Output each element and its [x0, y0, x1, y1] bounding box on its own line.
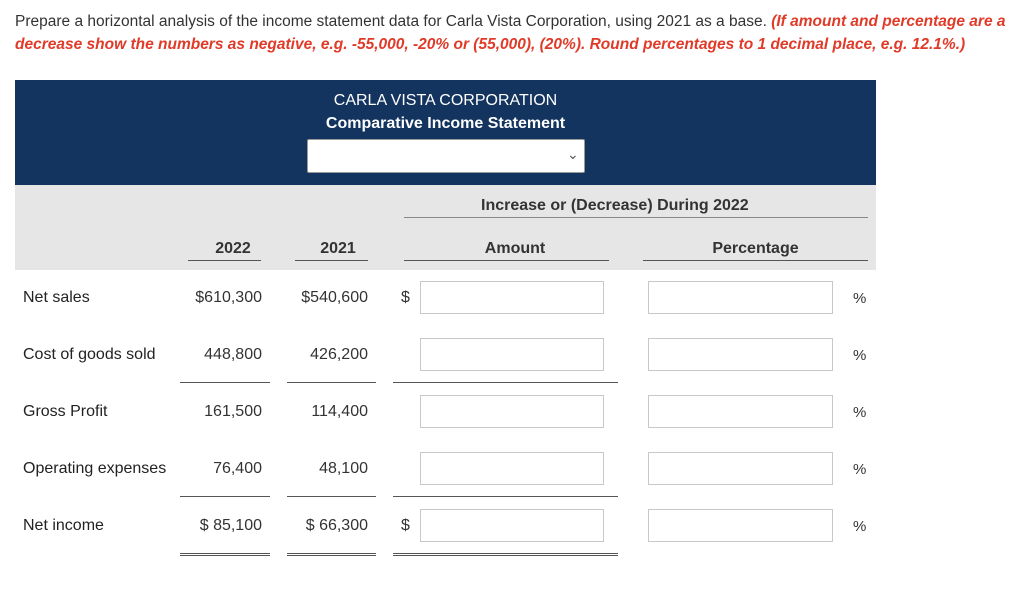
- table-row: [0, 393, 1024, 433]
- value-2022: 76,400: [213, 460, 262, 477]
- row-label: Gross Profit: [23, 403, 108, 420]
- instructions-text: Prepare a horizontal analysis of the income statement data for Carla Vista Corporation, using 2021 as a base.: [15, 13, 767, 30]
- amount-input[interactable]: [420, 281, 604, 314]
- total-double-rule: [287, 553, 376, 556]
- amount-input[interactable]: [420, 452, 604, 485]
- dollar-sign: $: [401, 517, 410, 534]
- percentage-input[interactable]: [648, 281, 833, 314]
- increase-decrease-header: Increase or (Decrease) During 2022: [481, 197, 749, 214]
- value-2021: 426,200: [310, 346, 368, 363]
- value-2021: 114,400: [311, 403, 368, 420]
- subtotal-rule: [393, 496, 618, 497]
- subtotal-rule: [393, 382, 618, 383]
- column-headers: [15, 185, 876, 270]
- percent-sign: %: [853, 518, 867, 535]
- table-row: [0, 279, 1024, 319]
- row-label: Net sales: [23, 289, 90, 306]
- year-2022-header: 2022: [215, 240, 251, 257]
- instructions: [15, 10, 1010, 56]
- amount-input[interactable]: [420, 395, 604, 428]
- value-2022: 448,800: [204, 346, 262, 363]
- percentage-input[interactable]: [648, 338, 833, 371]
- amount-rule: [404, 260, 609, 261]
- span-header-rule: [404, 217, 868, 218]
- subtotal-rule: [287, 382, 376, 383]
- period-select[interactable]: [307, 139, 585, 173]
- value-2021: $ 66,300: [305, 517, 368, 534]
- value-2022: $ 85,100: [199, 517, 262, 534]
- percentage-input[interactable]: [648, 395, 833, 428]
- amount-input[interactable]: [420, 509, 604, 542]
- percentage-input[interactable]: [648, 452, 833, 485]
- subtotal-rule: [180, 382, 270, 383]
- year-2021-rule: [295, 260, 368, 261]
- percentage-rule: [643, 260, 868, 261]
- year-2022-rule: [188, 260, 261, 261]
- chevron-down-icon: ⌄: [567, 146, 579, 162]
- subtotal-rule: [287, 496, 376, 497]
- row-label: Cost of goods sold: [23, 346, 156, 363]
- percent-sign: %: [853, 404, 867, 421]
- subtotal-rule: [180, 496, 270, 497]
- row-label: Net income: [23, 517, 104, 534]
- percentage-header: Percentage: [712, 240, 799, 257]
- amount-header: Amount: [484, 240, 546, 257]
- percent-sign: %: [853, 461, 867, 478]
- value-2021: 48,100: [319, 460, 368, 477]
- percentage-input[interactable]: [648, 509, 833, 542]
- statement-header: [15, 80, 876, 185]
- year-2021-header: 2021: [320, 240, 356, 257]
- instructions-note: (If amount and percentage are a decrease show the numbers as negative, e.g. -55,000, -20% or (55,000), (20%). Round percentages to 1 decimal place, e.g. 12.1%.): [15, 13, 1006, 53]
- value-2022: 161,500: [204, 403, 262, 420]
- percent-sign: %: [853, 347, 867, 364]
- row-label: Operating expenses: [23, 460, 167, 477]
- company-name: CARLA VISTA CORPORATION: [333, 92, 558, 109]
- dollar-sign: $: [401, 289, 410, 306]
- table-row: [0, 336, 1024, 376]
- table-row: [0, 450, 1024, 490]
- total-double-rule: [180, 553, 270, 556]
- amount-input[interactable]: [420, 338, 604, 371]
- percent-sign: %: [853, 290, 867, 307]
- value-2022: $610,300: [195, 289, 262, 306]
- value-2021: $540,600: [301, 289, 368, 306]
- table-row: [0, 507, 1024, 547]
- statement-title: Comparative Income Statement: [325, 115, 566, 132]
- total-double-rule: [393, 553, 618, 556]
